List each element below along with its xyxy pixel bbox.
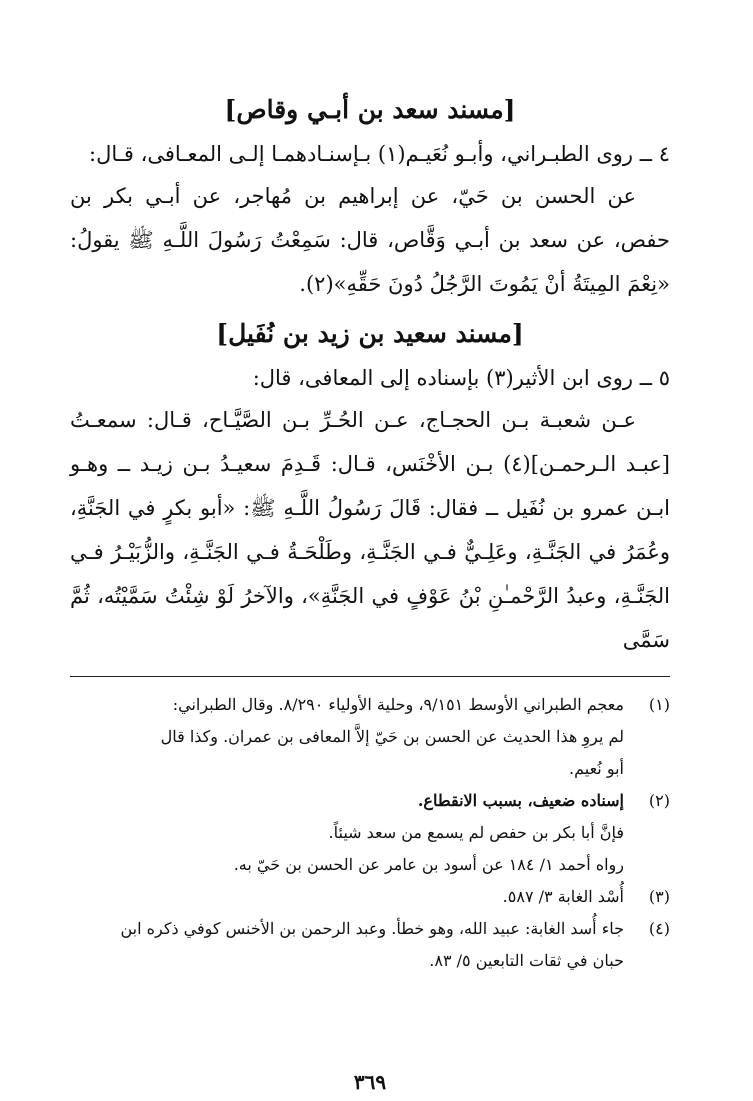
footnote-line: إسناده ضعيف، بسبب الانقطاع. <box>417 791 624 810</box>
footnote-number: (١) <box>648 695 670 714</box>
footnote-4 <box>70 913 670 977</box>
hadith-5-intro: ٥ ــ روى ابن الأثير(٣) بإسناده إلى المعافى، قال: <box>252 366 670 390</box>
footnote-line: فإنَّ أبا بكر بن حفص لم يسمع من سعد شيئاً. <box>328 823 624 842</box>
footnotes <box>70 689 670 977</box>
footnote-2 <box>70 785 670 881</box>
section-heading-saad: [مسند سعد بن أبـي وقاص] <box>224 95 516 124</box>
footnote-line: جاء أُسد الغابة: عبيد الله، وهو خطأ. وعبد الرحمن بن الأخنس كوفي ذكره ابن <box>120 919 624 938</box>
section-heading-said: [مسند سعيد بن زيد بن نُفَيل] <box>216 319 524 348</box>
footnote-body <box>70 881 624 913</box>
footnote-line: أبو نُعيم. <box>569 759 624 778</box>
footnote-number: (٢) <box>648 791 670 810</box>
footnote-number: (٤) <box>648 919 670 938</box>
footnote-line: لم يروِ هذا الحديث عن الحسن بن حَيّ إلاَّ المعافى بن عمران. وكذا قال <box>160 727 624 746</box>
footnote-line: أُسْد الغابة ٣/ ٥٨٧. <box>502 887 624 906</box>
page-number: ٣٦٩ <box>353 1070 387 1094</box>
hadith-4-text: عن الحسن بن حَيّ، عن إبراهيم بن مُهاجر، عن أبـي بكر بن حفص، عن سعد بن أبـي وَقَّاص، قال: سَمِعْتُ رَسُولَ اللَّـهِ ﷺ يقولُ: «نِعْمَ المِيتَةُ أنْ يَمُوتَ الرَّجُلُ دُونَ حَقِّهِ»(٢). <box>70 184 670 296</box>
footnote-3 <box>70 881 670 913</box>
footnote-line: معجم الطبراني الأوسط ٩/١٥١، وحلية الأولياء ٨/٢٩٠. وقال الطبراني: <box>172 695 624 714</box>
footnote-body <box>70 689 624 785</box>
footnote-number: (٣) <box>648 887 670 906</box>
footnote-1 <box>70 689 670 785</box>
book-page <box>70 70 670 1094</box>
footnote-line: حبان في ثقات التابعين ٥/ ٨٣. <box>429 951 624 970</box>
hadith-4-intro: ٤ ــ روى الطبـراني، وأبـو نُعَيـم(١) بـإسنـادهمـا إلـى المعـافى، قـال: <box>89 142 670 166</box>
footnote-line: رواه أحمد ١/ ١٨٤ عن أسود بن عامر عن الحسن بن حَيّ به. <box>233 855 624 874</box>
hadith-5-text: عـن شعبـة بـن الحجـاج، عـن الحُـرِّ بـن الصَّيَّـاح، قـال: سمعـتُ [عبـد الـرحمـن](٤) بـن الأخْنَس، قـال: قَـدِمَ سعيـدُ بـن زيـد ــ وهـو ابـن عمرو بن نُفَيل ــ فقال: قَالَ رَسُولُ اللَّـهِ ﷺ: «أبو بكرٍ في الجَنَّةِ، وعُمَرُ في الجَنَّـةِ، وعَلِـيٌّ فـي الجَنَّـةِ، وطَلْحَـةُ فـي الجَنَّـةِ، والزُّبَيْـرُ فـي الجَنَّـةِ، وعبدُ الرَّحْمـٰنِ بْنُ عَوْفٍ في الجَنَّةِ»، والآخرُ لَوْ شِئْتُ سَمَّيْتُه، ثُمَّ سَمَّى <box>70 408 670 652</box>
footnote-body <box>70 913 624 977</box>
footnote-divider <box>70 676 670 677</box>
footnote-body <box>70 785 624 881</box>
